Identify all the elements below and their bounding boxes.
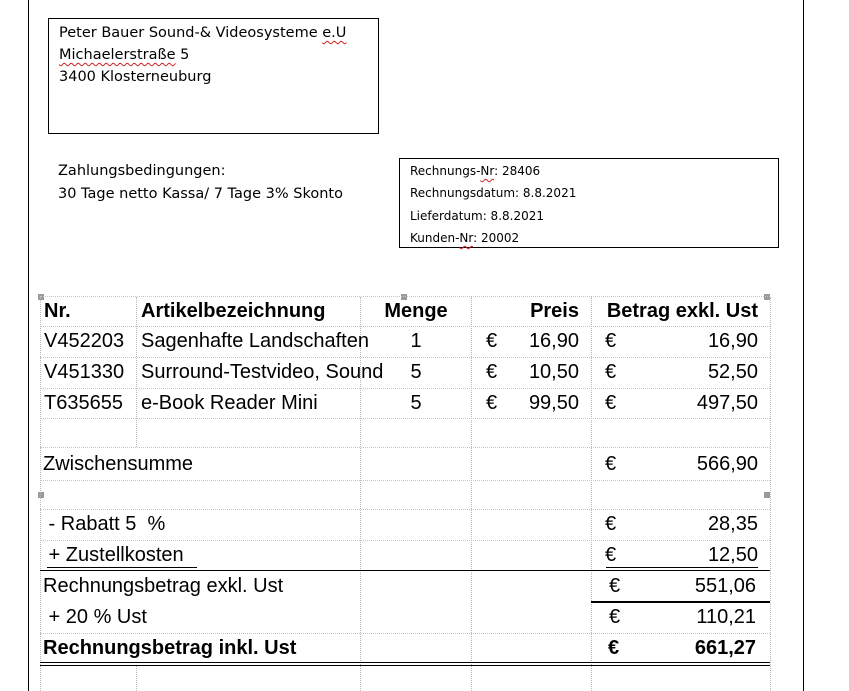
street-word: Michaelerstraße xyxy=(59,47,176,63)
table-row-3-article: e-Book Reader Mini xyxy=(141,392,318,414)
header-price: Preis xyxy=(530,300,579,322)
table-row-1-amount-currency: € xyxy=(605,330,617,352)
table-row-3-amount-currency: € xyxy=(605,392,617,414)
vat-value: 110,21 xyxy=(696,606,756,628)
table-row-2-amount-currency: € xyxy=(605,361,617,383)
vat-currency: € xyxy=(609,606,621,628)
discount-value: 28,35 xyxy=(707,513,758,535)
table-row-1-article: Sagenhafte Landschaften xyxy=(141,330,369,352)
invoice-date: Rechnungsdatum: 8.8.2021 xyxy=(410,186,577,201)
discount-label: - Rabatt 5 % xyxy=(43,513,166,535)
delivery-cost-label: + Zustellkosten xyxy=(43,544,190,566)
net-total-currency: € xyxy=(609,575,621,597)
rule-gross-total-2 xyxy=(40,665,770,666)
table-row-1-nr: V452203 xyxy=(44,330,125,352)
table-row-3-price: 99,50 xyxy=(528,392,579,414)
customer-number: Kunden-Nr: 20002 xyxy=(410,230,520,245)
table-row-3-nr: T635655 xyxy=(44,392,123,414)
header-article: Artikelbezeichnung xyxy=(141,300,326,322)
header-nr: Nr. xyxy=(44,300,71,322)
table-row-2-price: 10,50 xyxy=(528,361,579,383)
header-amount: Betrag exkl. Ust xyxy=(606,300,758,322)
table-row-2-amount: 52,50 xyxy=(707,361,758,383)
delivery-cost-currency: € xyxy=(605,544,617,566)
resize-handle-mid-left[interactable] xyxy=(38,492,44,498)
vat-label: + 20 % Ust xyxy=(43,606,147,628)
subtotal-currency: € xyxy=(605,453,617,475)
discount-currency: € xyxy=(605,513,617,535)
table-row-2-price-currency: € xyxy=(486,361,498,383)
grid-col-1 xyxy=(136,297,137,447)
table-row-3-qty: 5 xyxy=(410,392,422,414)
table-row-3-amount: 497,50 xyxy=(696,392,758,414)
gross-total-label: Rechnungsbetrag inkl. Ust xyxy=(43,637,297,659)
grid-row-6 xyxy=(40,480,770,481)
street-line: Michaelerstraße 5 xyxy=(59,47,190,63)
table-row-1-price: 16,90 xyxy=(528,330,579,352)
subtotal-label: Zwischensumme xyxy=(43,453,194,475)
delivery-cost-value: 12,50 xyxy=(707,544,758,566)
table-row-3-price-currency: € xyxy=(486,392,498,414)
grid-col-1b xyxy=(136,666,137,691)
subtotal-value: 566,90 xyxy=(696,453,758,475)
grid-col-5 xyxy=(770,297,771,691)
gross-total-value: 661,27 xyxy=(694,637,756,659)
net-total-label: Rechnungsbetrag exkl. Ust xyxy=(43,575,284,597)
delivery-date: Lieferdatum: 8.8.2021 xyxy=(410,208,544,223)
gross-total-currency: € xyxy=(608,637,620,659)
table-row-2-qty: 5 xyxy=(410,361,422,383)
table-row-2-article: Surround-Testvideo, Sound xyxy=(141,361,384,383)
header-qty: Menge xyxy=(384,300,448,322)
table-row-2-nr: V451330 xyxy=(44,361,125,383)
table-row-1-qty: 1 xyxy=(410,330,422,352)
city-line: 3400 Klosterneuburg xyxy=(59,69,212,85)
invoice-number: Rechnungs-Nr: 28406 xyxy=(410,164,541,178)
table-row-1-price-currency: € xyxy=(486,330,498,352)
payment-terms-text: 30 Tage netto Kassa/ 7 Tage 3% Skonto xyxy=(58,186,343,202)
company-line: Peter Bauer Sound-& Videosysteme e.U xyxy=(59,25,347,41)
grid-row-5 xyxy=(40,447,770,448)
company-suffix: e.U xyxy=(322,25,347,41)
table-row-1-amount: 16,90 xyxy=(707,330,758,352)
payment-terms-label: Zahlungsbedingungen: xyxy=(58,163,226,179)
net-total-value: 551,06 xyxy=(694,575,756,597)
